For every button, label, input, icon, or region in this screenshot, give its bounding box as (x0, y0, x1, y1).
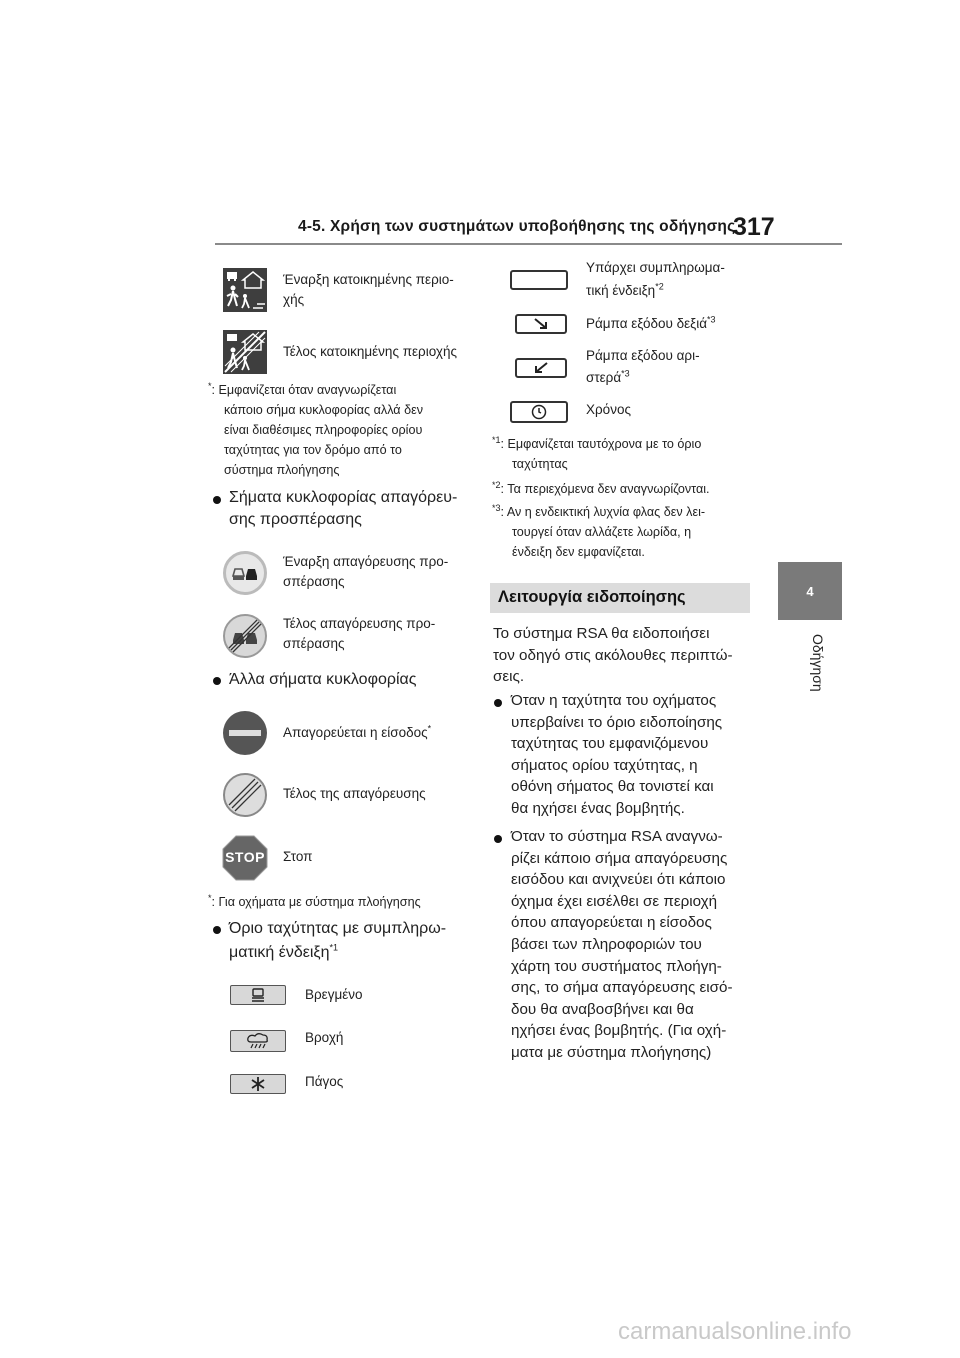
page-number: 317 (733, 213, 775, 241)
footnote-1: $^{*1}$: Εμφανίζεται ταυτόχρονα με το όριο ταχύτητας (492, 434, 702, 471)
footnote-3: $^{*3}$: Αν η ενδεικτική λυχνία φλας δεν λει- τουργεί όταν αλλάζετε λωρίδα, η ένδειξη δεν εμφανίζεται. (492, 502, 706, 559)
watermark: carmanualsonline.info (618, 1318, 852, 1345)
bullet-dot (494, 835, 502, 843)
no-overtaking-end-label: Τέλος απαγόρευσης προ- σπέρασης (283, 616, 436, 651)
exit-ramp-right-icon (515, 314, 567, 334)
stop-label: Στοπ (283, 849, 313, 864)
header-divider (215, 243, 842, 245)
footnote-residential: *: Εμφανίζεται όταν αναγνωρίζεται κάποιο σήμα κυκλοφορίας αλλά δεν είναι διαθέσιμες πληροφορίες ορίου ταχύτητας για τον δρόμο από το σύστημα πλοήγησης (208, 380, 424, 477)
bullet-no-entry-warning: Όταν το σύστημα RSA αναγνω- ρίζει κάποιο σήμα απαγόρευσης εισόδου και ανιχνεύει ότι κάποιο όχημα έχει εισέλθει σε περιοχή όπου απαγορεύεται η είσοδος βάσει των πληροφοριών του χάρτη του συστήματος πλοήγη- σης, το σήμα απαγόρευσης εισό- δου θα αναβοσβήνει και θα ηχήσει ένας βομβητής. (Για οχή- ματα με σύστημα πλοήγησης) (511, 828, 733, 1061)
residential-zone-start-icon (223, 268, 267, 312)
no-entry-label: Απαγορεύεται η είσοδος* (283, 723, 432, 740)
end-of-prohibition-label: Τέλος της απαγόρευσης (283, 786, 426, 801)
section-title: Λειτουργία ειδοποίησης (498, 588, 686, 606)
bullet-dot (213, 677, 221, 685)
supplementary-sign-label: Υπάρχει συμπληρωμα- τική ένδειξη$^{*2}$ (586, 260, 725, 298)
bullet-dot (213, 926, 221, 934)
exit-ramp-right-label: Ράμπα εξόδου δεξιά$^{*3}$ (586, 314, 716, 331)
end-of-prohibition-icon (223, 773, 267, 817)
exit-ramp-left-label: Ράμπα εξόδου αρι- στερά$^{*3}$ (586, 348, 700, 385)
bullet-dot (213, 496, 221, 504)
section-heading-overtaking: Σήματα κυκλοφορίας απαγόρευ- σης προσπέρασης (229, 489, 458, 528)
section-heading-other-signs: Άλλα σήματα κυκλοφορίας (229, 671, 417, 688)
wet-road-icon (230, 985, 286, 1005)
exit-ramp-left-icon (515, 358, 567, 378)
rain-icon (230, 1030, 286, 1052)
residential-zone-end-label: Τέλος κατοικημένης περιοχής (283, 344, 457, 359)
snowflake-icon (230, 1074, 286, 1094)
section-heading-speed-limit: Όριο ταχύτητας με συμπληρω- ματική ένδειξη$^{*1}$ (229, 920, 447, 961)
rain-label: Βροχή (305, 1030, 344, 1045)
no-overtaking-start-icon (223, 551, 267, 595)
no-overtaking-start-label: Έναρξη απαγόρευσης προ- σπέρασης (283, 554, 449, 589)
supplementary-sign-icon (510, 270, 568, 290)
clock-icon (510, 401, 568, 423)
intro-paragraph: Το σύστημα RSA θα ειδοποιήσει τον οδηγό στις ακόλουθες περιπτώ- σεις. (493, 625, 733, 686)
stop-sign-icon (222, 835, 268, 881)
chapter-tab-label: Οδήγηση (810, 634, 826, 692)
no-overtaking-end-icon (223, 614, 267, 658)
bullet-dot (494, 699, 502, 707)
residential-zone-end-icon (223, 330, 267, 374)
stop-sign-text: STOP (225, 849, 265, 865)
chapter-tab[interactable]: 4 (778, 562, 842, 620)
bullet-speed-exceed: Όταν η ταχύτητα του οχήματος υπερβαίνει το όριο ειδοποίησης ταχύτητας του εμφανιζόμενου σήματος ορίου ταχύτητας, η οθόνη σήματος θα τονιστεί και θα ηχήσει ένας βομβητής. (511, 692, 723, 817)
footnote-2: $^{*2}$: Τα περιεχόμενα δεν αναγνωρίζονται. (492, 479, 710, 496)
ice-label: Πάγος (305, 1074, 344, 1089)
wet-road-label: Βρεγμένο (305, 987, 363, 1002)
no-entry-icon (223, 711, 267, 755)
clock-label: Χρόνος (586, 402, 631, 417)
footnote-navigation: *: Για οχήματα με σύστημα πλοήγησης (208, 892, 421, 909)
footnote-marker: * (208, 380, 212, 391)
chapter-title: 4-5. Χρήση των συστημάτων υποβοήθησης της οδήγησης (298, 218, 736, 235)
residential-zone-start-label: Έναρξη κατοικημένης περιο- χής (283, 272, 454, 307)
